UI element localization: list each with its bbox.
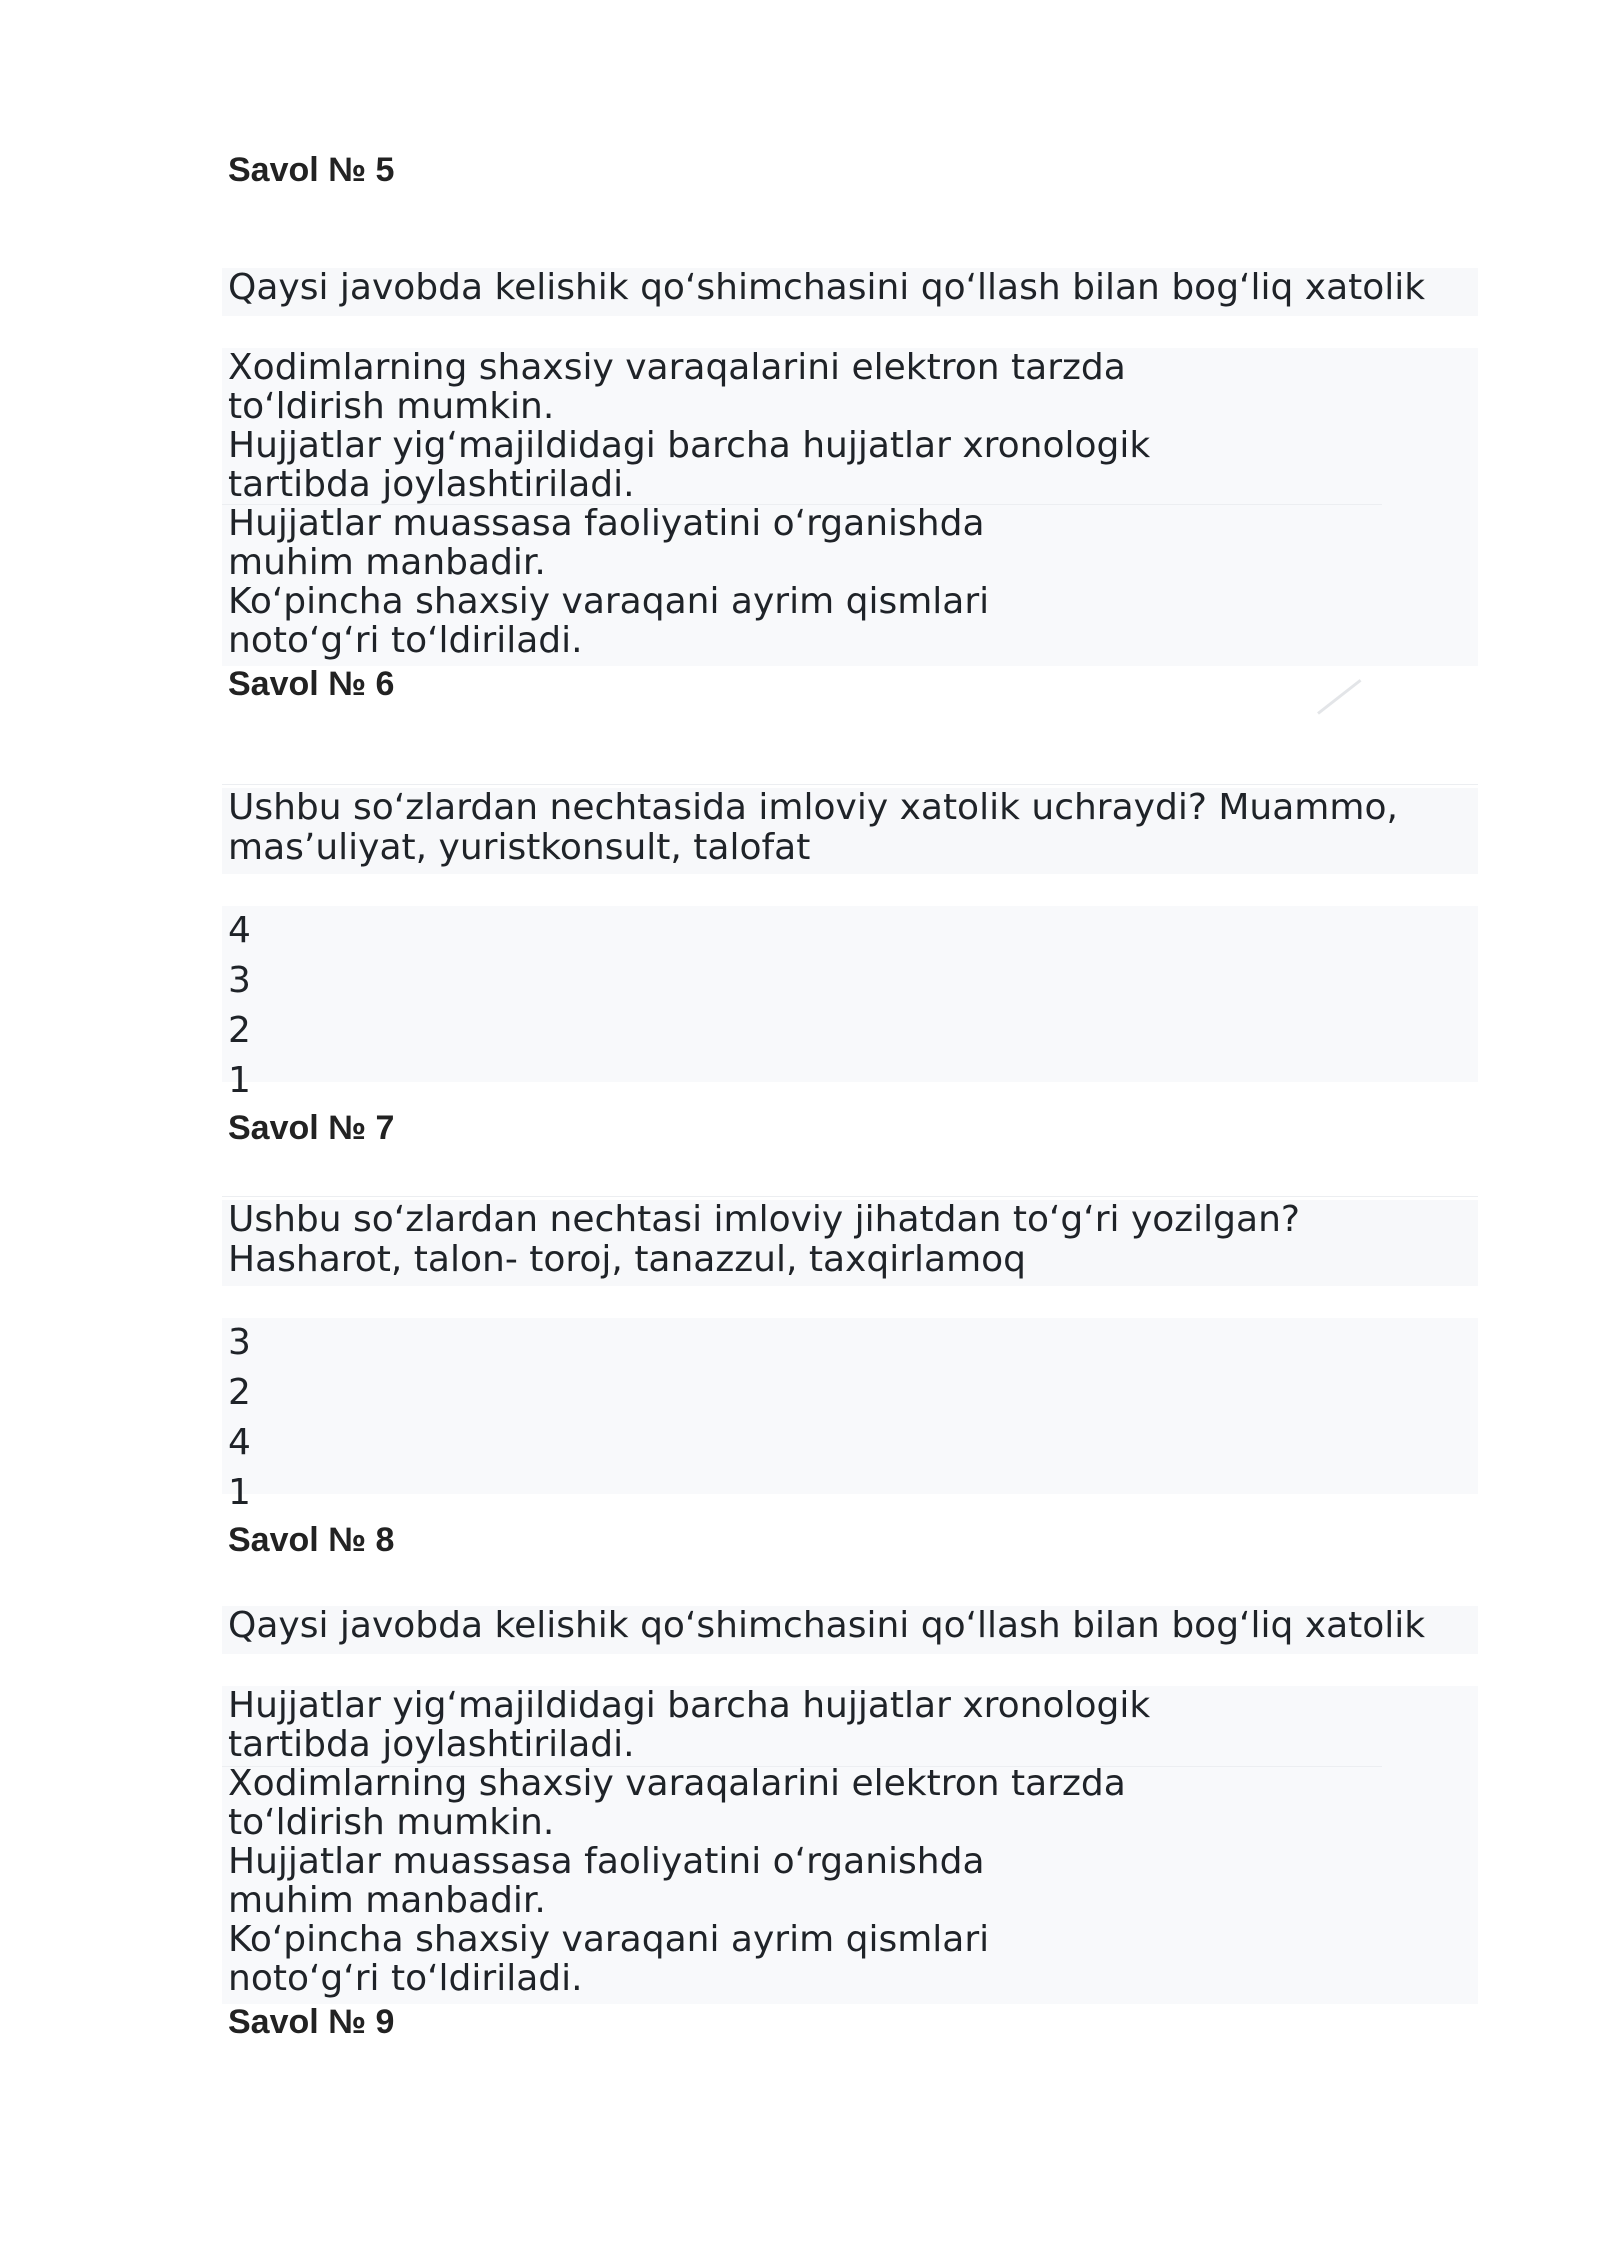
answer-option[interactable]: 2 <box>228 1010 251 1051</box>
answer-option[interactable]: Hujjatlar yig‘majildidagi barcha hujjatlar xronologik tartibda joylashtiriladi. <box>228 425 1151 505</box>
divider <box>222 1196 1478 1197</box>
answer-option[interactable]: 1 <box>228 1060 251 1101</box>
divider <box>222 784 1478 785</box>
question-text: Ushbu so‘zlardan nechtasida imloviy xatolik uchraydi? Muammo, mas’uliyat, yuristkonsult, talofat <box>228 788 1398 868</box>
question-heading: Savol № 5 <box>228 151 395 189</box>
answer-option[interactable]: Xodimlarning shaxsiy varaqalarini elektron tarzda to‘ldirish mumkin. <box>228 1763 1126 1843</box>
answer-list <box>228 348 1248 660</box>
question-text: Qaysi javobda kelishik qo‘shimchasini qo‘llash bilan bog‘liq xatolik <box>228 1606 1426 1646</box>
answer-option[interactable]: 4 <box>228 1422 251 1463</box>
question-text: Ushbu so‘zlardan nechtasi imloviy jihatdan to‘g‘ri yozilgan? Hasharot, talon- toroj, tanazzul, taxqirlamoq <box>228 1200 1301 1280</box>
question-heading: Savol № 7 <box>228 1109 395 1147</box>
answer-option[interactable]: Xodimlarning shaxsiy varaqalarini elektron tarzda to‘ldirish mumkin. <box>228 347 1126 427</box>
question-heading: Savol № 9 <box>228 2003 395 2041</box>
answer-list <box>228 1318 1228 1518</box>
question-heading: Savol № 8 <box>228 1521 395 1559</box>
answer-option[interactable]: Ko‘pincha shaxsiy varaqani ayrim qismlari noto‘g‘ri to‘ldiriladi. <box>228 581 990 661</box>
answer-option[interactable]: 3 <box>228 1322 251 1363</box>
question-text: Qaysi javobda kelishik qo‘shimchasini qo‘llash bilan bog‘liq xatolik <box>228 268 1426 308</box>
answer-list <box>228 906 1228 1106</box>
answer-option[interactable]: 2 <box>228 1372 251 1413</box>
answer-option[interactable]: Hujjatlar muassasa faoliyatini o‘rganishda muhim manbadir. <box>228 1841 985 1921</box>
answer-option[interactable]: Hujjatlar muassasa faoliyatini o‘rganishda muhim manbadir. <box>228 503 985 583</box>
pencil-icon <box>1317 679 1361 715</box>
answer-option[interactable]: Hujjatlar yig‘majildidagi barcha hujjatlar xronologik tartibda joylashtiriladi. <box>228 1685 1151 1765</box>
answer-option[interactable]: 3 <box>228 960 251 1001</box>
question-heading: Savol № 6 <box>228 665 395 703</box>
answer-list <box>228 1686 1248 1998</box>
answer-option[interactable]: 1 <box>228 1472 251 1513</box>
answer-option[interactable]: 4 <box>228 910 251 951</box>
answer-option[interactable]: Ko‘pincha shaxsiy varaqani ayrim qismlari noto‘g‘ri to‘ldiriladi. <box>228 1919 990 1999</box>
